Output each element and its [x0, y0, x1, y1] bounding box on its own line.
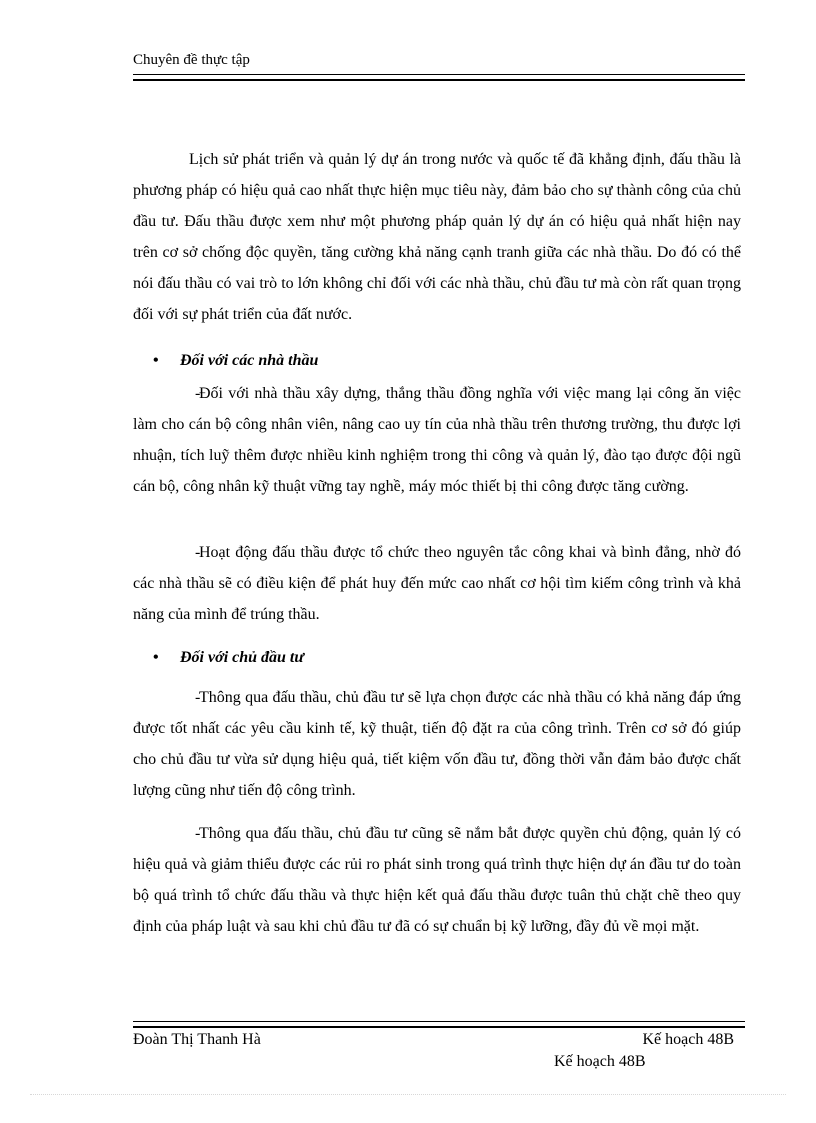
footer-class-label: Kế hoạch 48B: [642, 1031, 734, 1048]
section-heading-text: Đối với chủ đầu tư: [180, 649, 304, 666]
footer-class-label-repeat: Kế hoạch 48B: [554, 1053, 646, 1070]
dash-marker: -: [195, 825, 201, 842]
section-heading-contractors: [153, 349, 318, 373]
contractors-item-2: [133, 537, 741, 630]
contractors-item-1: [133, 378, 741, 502]
owner-item-2: [133, 818, 741, 942]
bullet-icon: •: [153, 649, 159, 666]
intro-paragraph: Lịch sử phát triển và quản lý dự án trong nước và quốc tế đã khẳng định, đấu thầu là phương pháp có hiệu quả cao nhất thực hiện mục tiêu này, đảm bảo cho sự thành công của chủ đầu tư. Đấu thầu được xem như một phương pháp quản lý dự án có hiệu quả nhất hiện nay trên cơ sở chống độc quyền, tăng cường khả năng cạnh tranh giữa các nhà thầu. Do đó có thể nói đấu thầu có vai trò to lớn không chỉ đối với các nhà thầu, chủ đầu tư mà còn rất quan trọng đối với sự phát triển của đất nước.: [133, 151, 741, 323]
item-text: Thông qua đấu thầu, chủ đầu tư sẽ lựa chọn được các nhà thầu có khả năng đáp ứng được tốt nhất các yêu cầu kinh tế, kỹ thuật, tiến độ đặt ra của công trình. Trên cơ sở đó giúp cho chủ đầu tư vừa sử dụng hiệu quả, tiết kiệm vốn đầu tư, đồng thời vẫn đảm bảo được chất lượng cũng như tiến độ công trình.: [133, 689, 741, 799]
section-heading-owner: [153, 646, 304, 670]
header-divider: [133, 74, 745, 81]
item-text: Đối với nhà thầu xây dựng, thắng thầu đồng nghĩa với việc mang lại công ăn việc làm cho cán bộ công nhân viên, nâng cao uy tín của nhà thầu trên thương trường, thu được lợi nhuận, tích luỹ thêm được nhiều kinh nghiệm trong thi công và quản lý, đào tạo được đội ngũ cán bộ, công nhân kỹ thuật vững tay nghề, máy móc thiết bị thi công được tăng cường.: [133, 385, 741, 495]
section-heading-text: Đối với các nhà thầu: [180, 352, 319, 369]
owner-item-1: [133, 682, 741, 806]
dash-marker: -: [195, 689, 201, 706]
footer-divider: [133, 1021, 745, 1028]
item-text: Hoạt động đấu thầu được tổ chức theo nguyên tắc công khai và bình đẳng, nhờ đó các nhà thầu sẽ có điều kiện để phát huy đến mức cao nhất cơ hội tìm kiếm công trình và khả năng của mình để trúng thầu.: [133, 544, 741, 623]
dash-marker: -: [195, 385, 201, 402]
dash-marker: -: [195, 544, 201, 561]
item-text: Thông qua đấu thầu, chủ đầu tư cũng sẽ nắm bắt được quyền chủ động, quản lý có hiệu quả và giảm thiểu được các rủi ro phát sinh trong quá trình thực hiện dự án đầu tư do toàn bộ quá trình tổ chức đấu thầu và thực hiện kết quả đấu thầu được tuân thủ chặt chẽ theo quy định của pháp luật và sau khi chủ đầu tư đã có sự chuẩn bị kỹ lưỡng, đầy đủ về mọi mặt.: [133, 825, 741, 935]
footer-author: Đoàn Thị Thanh Hà: [133, 1031, 261, 1048]
page-bottom-edge: [30, 1094, 786, 1095]
header-title: Chuyên đề thực tập: [133, 52, 250, 68]
bullet-icon: •: [153, 352, 159, 369]
intro-block: [133, 144, 741, 330]
